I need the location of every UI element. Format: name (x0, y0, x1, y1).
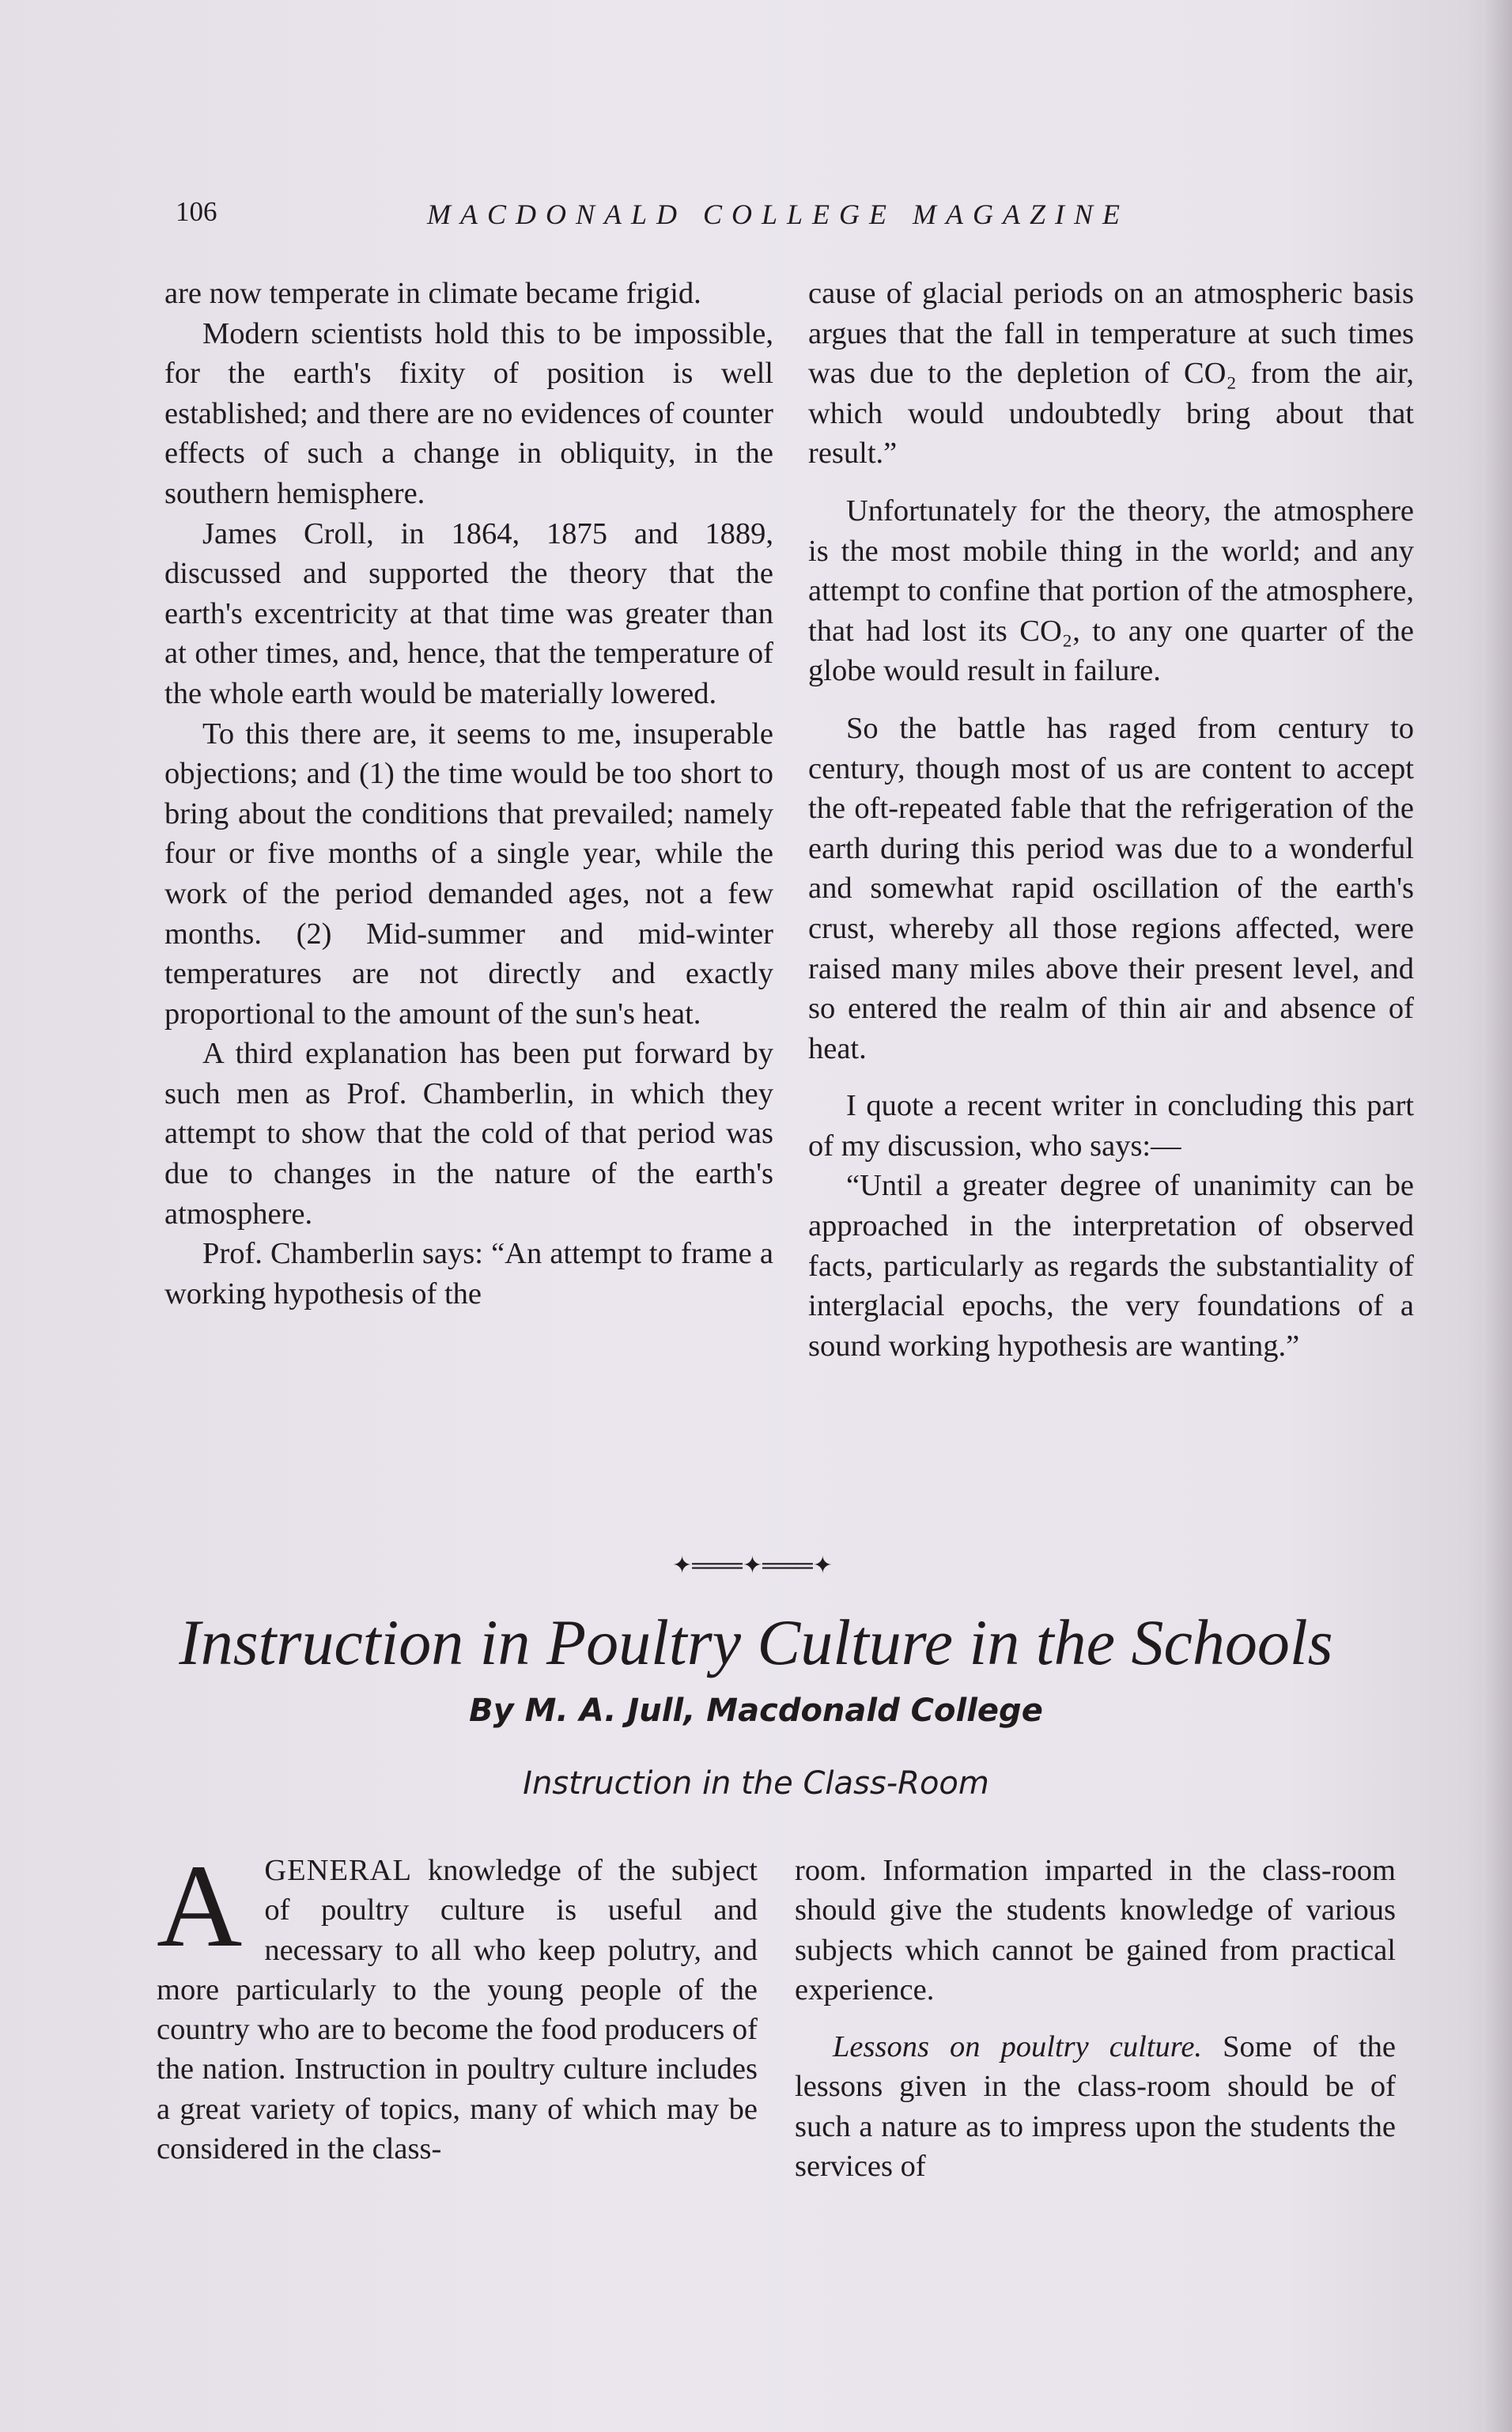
lesson-heading: Lessons on poultry culture. (833, 2030, 1203, 2064)
running-title: MACDONALD COLLEGE MAGAZINE (427, 199, 1130, 230)
paragraph: So the battle has raged from century to century, though most of us are content to accept the oft-repeated fable that the refrigeration of the earth during this period was due to a wonderful and somewhat rapid oscillation of the earth's crust, whereby all those regions affected, were raised many miles above their present level, and so entered the realm of thin air and absence of heat. (808, 711, 1414, 1065)
page-number: 106 (176, 196, 217, 227)
top-left-column (164, 274, 773, 1314)
article-byline: By M. A. Jull, Macdonald College (469, 1693, 1043, 1729)
lesson-text: Some of the lessons given in the class-room should be of such a nature as to impress upon the students the services of (795, 2030, 1396, 2184)
paragraph: A third explanation has been put forward by such men as Prof. Chamberlin, in which they attempt to show that the cold of that period was due to changes in the nature of the earth's atmosphere. (164, 1037, 773, 1231)
paragraph: To this there are, it seems to me, insuperable objections; and (1) the time would be too short to bring about the conditions that prevailed; namely four or five months of a single year, while the work of the period demanded ages, not a few months. (2) Mid-summer and mid-winter temperatures are not directly and exactly proportional to the amount of the sun's heat. (164, 717, 773, 1031)
paragraph: room. Information imparted in the class-room should give the students knowledge of various subjects which cannot be gained from practical experience. (795, 1854, 1396, 2006)
paragraph: Prof. Chamberlin says: “An attempt to frame a working hypothesis of the (164, 1237, 773, 1311)
drop-cap: A (157, 1840, 243, 1972)
article-subheading: Instruction in the Class-Room (523, 1765, 989, 1802)
paragraph: are now temperate in climate became frigid. (164, 277, 701, 310)
paragraph (795, 2027, 1396, 2186)
page-edge (1482, 0, 1512, 2432)
paragraph: James Croll, in 1864, 1875 and 1889, discussed and supported the theory that the earth's excentricity at that time was greater than at other times, and, hence, that the temperature of the whole earth would be materially lowered. (164, 516, 773, 710)
top-right-column (808, 274, 1414, 1366)
page-header (0, 196, 1512, 236)
paragraph: cause of glacial periods on an atmospheric basis argues that the fall in temperature at such times was due to the depletion of CO₂ from the air, which would undoubtedly bring about that result.” (808, 277, 1414, 471)
article-right-column (795, 1851, 1396, 2186)
lead-paragraph (157, 1840, 758, 2169)
paragraph: Unfortunately for the theory, the atmosphere is the most mobile thing in the world; and any attempt to confine that portion of the atmosphere, that had lost its CO₂, to any one quarter of the globe would result in failure. (808, 494, 1414, 688)
lead-caps: GENERAL (264, 1854, 412, 1887)
paragraph: I quote a recent writer in concluding this part of my discussion, who says:— (808, 1089, 1414, 1163)
section-ornament: ✦═══✦═══✦ (672, 1553, 833, 1579)
article-left-column (157, 1840, 758, 2169)
article-title: Instruction in Poultry Culture in the Schools (179, 1606, 1333, 1678)
quotation: “Until a greater degree of unanimity can be approached in the interpretation of observed facts, particularly as regards the substantiality of interglacial epochs, the very foundations of a sound working hypothesis are wanting.” (808, 1169, 1414, 1363)
lead-text: knowledge of the subject of poultry culture is useful and necessary to all who keep polutry, and more particularly to the young people of the country who are to become the food producers of the nation. Instruction in poultry culture includes a great variety of topics, many of which may be considered in the class- (157, 1854, 758, 2166)
paragraph: Modern scientists hold this to be impossible, for the earth's fixity of position is well established; and there are no evidences of counter effects of such a change in obliquity, in the southern hemisphere. (164, 316, 773, 510)
